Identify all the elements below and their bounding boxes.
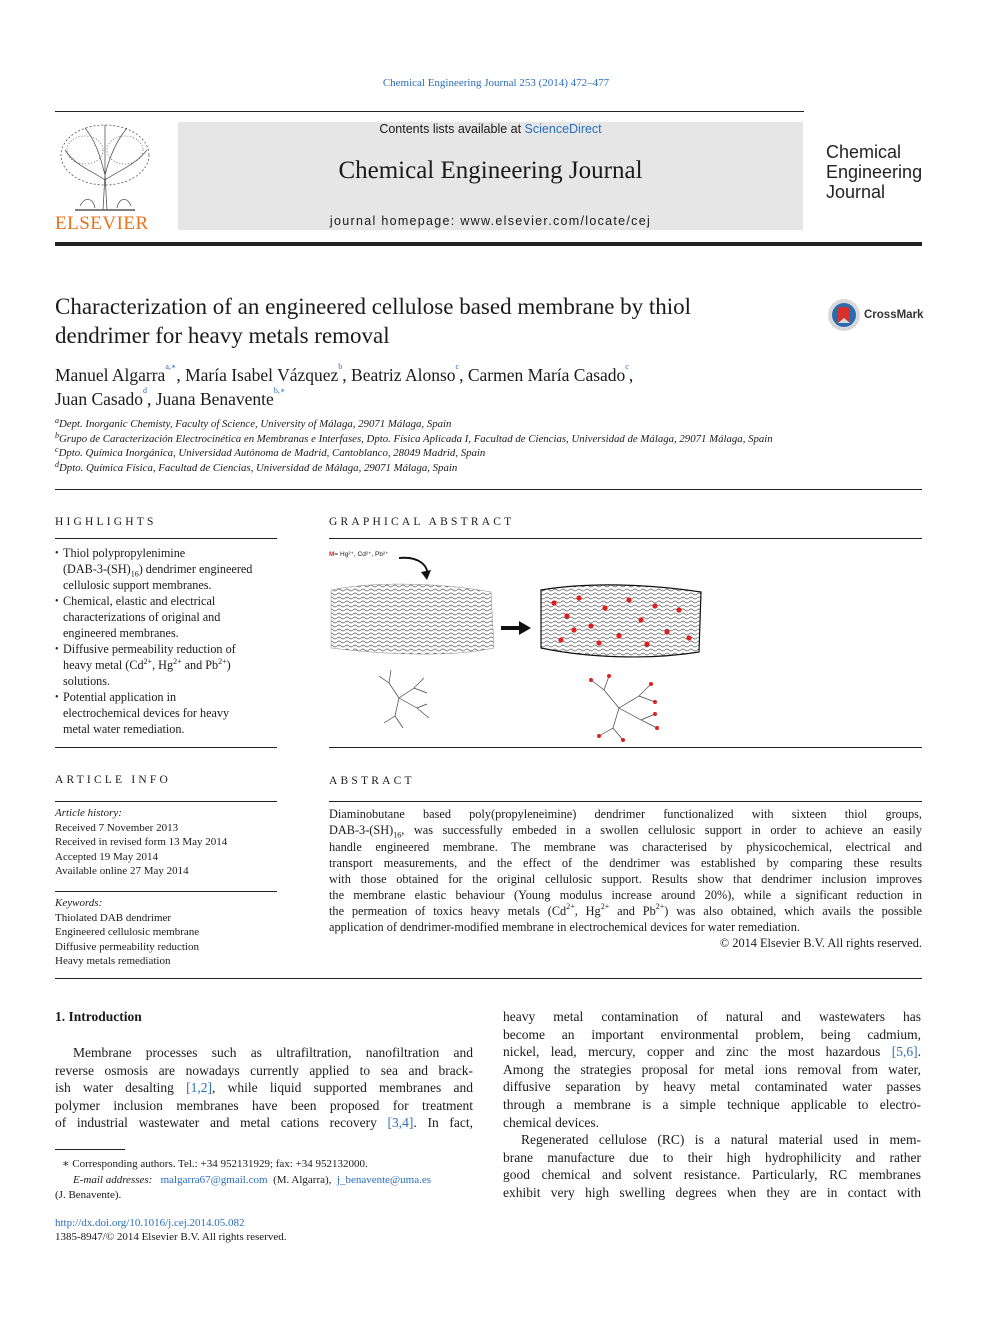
- author-sep: ,: [628, 365, 634, 385]
- affiliation-text: Dpto. Química Inorgánica, Universidad Autónoma de Madrid, Cantoblanco, 28049 Madrid, Spain: [58, 447, 486, 459]
- intro-text-run: of industrial wastewater and metal cations recovery: [55, 1115, 388, 1131]
- sciencedirect-link[interactable]: ScienceDirect: [524, 122, 602, 136]
- membrane-diagram: [329, 548, 729, 743]
- intro-left-column: [55, 1044, 473, 1132]
- ga-legend-ions: = Hg²⁺, Cd²⁺, Pb²⁺: [334, 551, 389, 558]
- keywords-label: Keywords:: [55, 897, 103, 909]
- author-sep: ,: [146, 389, 156, 409]
- ion-charge: 2+: [143, 656, 153, 666]
- intro-line: [503, 1043, 921, 1061]
- keyword-item: Thiolated DAB dendrimer: [55, 911, 172, 924]
- dendrimer-loaded: [591, 676, 657, 740]
- contents-prefix: Contents lists available at: [379, 122, 525, 136]
- intro-line: [55, 1079, 473, 1097]
- intro-text-run: , while liquid supported membranes and: [212, 1080, 473, 1096]
- header-bottom-rule: [55, 242, 922, 246]
- abstract-text-run: , was successfully embeded in a swollen cellulosic support in order to achieve an easily: [401, 823, 922, 837]
- keyword-item: Engineered cellulosic membrane: [55, 926, 200, 938]
- intro-line: chemical devices.: [503, 1114, 599, 1130]
- highlight-line: metal water remediation.: [63, 721, 185, 736]
- ion-charge: 2+: [173, 656, 182, 666]
- intro-text-run: . In fact,: [413, 1115, 473, 1131]
- highlight-item: [55, 690, 280, 738]
- intro-line: [55, 1114, 473, 1132]
- abstract-sub: 16: [393, 830, 402, 840]
- abstract-text-run: DAB-3-(SH): [329, 823, 394, 837]
- original-membrane: [331, 584, 494, 654]
- highlight-line: solutions.: [63, 673, 111, 688]
- history-item: Received in revised form 13 May 2014: [55, 836, 228, 848]
- ion-charge: 2+: [218, 656, 227, 666]
- highlight-item: [55, 546, 280, 594]
- citation-link[interactable]: [3,4]: [387, 1115, 414, 1131]
- author-sep: ,: [342, 365, 352, 385]
- affiliation-b: [55, 432, 935, 447]
- article-info-rule: [55, 801, 277, 802]
- intro-line: Regenerated cellulose (RC) is a natural material used in mem-: [521, 1132, 921, 1148]
- author-line-1: [55, 363, 895, 387]
- author-line-2: [55, 387, 895, 411]
- ion-arrow-head: [421, 570, 431, 580]
- abstract-text-run: and Pb: [609, 904, 656, 919]
- journal-homepage[interactable]: journal homepage: www.elsevier.com/locate/cej: [329, 214, 652, 228]
- highlight-item: [55, 642, 280, 690]
- journal-reference[interactable]: Chemical Engineering Journal 253 (2014) 472–477: [382, 77, 610, 89]
- graphical-abstract-rule: [329, 538, 922, 539]
- history-item: Available online 27 May 2014: [55, 865, 189, 877]
- history-label: Article history:: [55, 807, 122, 819]
- email-line: [55, 1173, 473, 1189]
- graphical-abstract-heading: GRAPHICAL ABSTRACT: [329, 516, 515, 528]
- author-name: Juan Casado: [55, 389, 143, 409]
- highlights-heading: HIGHLIGHTS: [55, 516, 157, 528]
- affiliation-a: [55, 417, 935, 432]
- affiliation-text: Grupo de Caracterización Electrocinética en Membranas e Interfases, Dpto. Física Aplicada I, Facultad de Ciencias, Universidad de Málaga, 29071 Málaga, Spain: [59, 432, 773, 445]
- intro-line: through a membrane is a simple technique applicable to electro-: [503, 1096, 921, 1112]
- intro-line: diffusive separation by heavy metal contaminated water passes: [503, 1079, 921, 1095]
- ion-charge: 2+: [600, 902, 610, 912]
- title-line-1: Characterization of an engineered cellulose based membrane by thiol: [55, 294, 692, 319]
- highlight-sub: 16: [130, 569, 139, 579]
- abstract-line: with those obtained for the original cellulosic support. Results show that dendrimer inclusion improves: [329, 872, 922, 887]
- cej-logo-line-2: Engineering: [826, 162, 923, 182]
- intro-heading: 1. Introduction: [55, 1009, 142, 1024]
- cej-logo-line-1: Chemical: [826, 142, 902, 162]
- dendrimer-plain: [379, 670, 429, 728]
- affiliation-sup: b: [55, 430, 59, 440]
- email-owner: (J. Benavente).: [55, 1189, 122, 1201]
- abstract-line: [329, 822, 922, 839]
- highlight-line: [63, 562, 280, 578]
- dendrimer-ions: [589, 674, 659, 742]
- intro-line: reverse osmosis are nowadays currently applied to sea and brack-: [55, 1062, 473, 1078]
- highlight-line: • Chemical, elastic and electrical: [63, 594, 216, 609]
- author-sup[interactable]: b,∗: [273, 386, 286, 395]
- affiliation-rule: [55, 489, 922, 490]
- intro-line: become an important environmental problem, being cadmium,: [503, 1026, 921, 1042]
- author-name: Carmen María Casado: [467, 365, 626, 385]
- abstract-end-rule: [55, 978, 922, 979]
- author-name: Juana Benavente: [155, 389, 274, 409]
- keywords: [55, 896, 277, 969]
- title-line-2: dendrimer for heavy metals removal: [55, 323, 390, 348]
- intro-right-column: [503, 1008, 921, 1202]
- affiliation-c: [55, 446, 935, 461]
- author-sep: ,: [176, 365, 186, 385]
- abstract-text-run: ) was also obtained, which avails the possible: [664, 904, 922, 919]
- corresponding-note: ∗ Corresponding authors. Tel.: +34 952131929; fax: +34 952132000.: [62, 1158, 368, 1170]
- author-sup[interactable]: d: [142, 386, 147, 395]
- footnote-rule: [55, 1149, 125, 1150]
- cej-logo: [826, 142, 922, 202]
- abstract-line: transport measurements, and the effect of the dendrimer was established by comparing these results: [329, 856, 922, 871]
- highlight-line: engineered membranes.: [63, 626, 179, 641]
- email-label: E-mail addresses:: [73, 1173, 153, 1186]
- elsevier-wordmark: ELSEVIER: [55, 213, 149, 234]
- footnote: [55, 1157, 473, 1204]
- elsevier-logo[interactable]: [55, 120, 155, 235]
- abstract-copyright: © 2014 Elsevier B.V. All rights reserved.: [719, 936, 922, 951]
- graphical-abstract-end-rule: [329, 747, 922, 748]
- author-sup[interactable]: a,∗: [165, 362, 177, 371]
- highlights-list: [55, 546, 280, 737]
- intro-text-run: ish water desalting: [55, 1080, 187, 1096]
- engineered-membrane: [541, 585, 701, 657]
- cej-logo-line-3: Journal: [826, 182, 886, 202]
- author-sup[interactable]: c: [625, 362, 629, 371]
- affiliation-text: Dept. Inorganic Chemisty, Faculty of Science, University of Málaga, 29071 Málaga, Spain: [59, 418, 452, 430]
- intro-line: brane manufacture due to their high hydrophilicity and rather: [503, 1149, 921, 1165]
- intro-line: Membrane processes such as ultrafiltration, nanofiltration and: [73, 1045, 473, 1060]
- elsevier-tree-icon: [55, 120, 155, 215]
- affiliations: [55, 417, 935, 475]
- transform-arrow-head: [519, 621, 531, 635]
- abstract-line: Diaminobutane based poly(propyleneimine) dendrimer functionalized with sixteen thiol groups,: [329, 807, 922, 821]
- highlight-text: , Hg: [152, 657, 174, 672]
- abstract-line: application of dendrimer-modified membrane in electrochemical devices for water remediation.: [329, 920, 800, 935]
- abstract-text-run: the permeation of toxics heavy metals (Cd: [329, 904, 567, 919]
- author-sup[interactable]: c: [455, 362, 460, 371]
- article-title: [55, 292, 815, 350]
- ion-charge: 2+: [566, 902, 575, 912]
- abstract-line: the membrane elastic behaviour (Young modulus increase around 20%), while a significant reduction in: [329, 888, 922, 903]
- intro-line: Among the strategies proposal for metal ions removal from water,: [503, 1061, 921, 1077]
- abstract-text: [329, 806, 922, 951]
- highlight-text: and Pb: [181, 657, 219, 672]
- doi-link[interactable]: http://dx.doi.org/10.1016/j.cej.2014.05.082: [55, 1217, 245, 1229]
- intro-text-run: nickel, lead, mercury, copper and zinc the most hazardous: [503, 1044, 892, 1060]
- affiliation-sup: d: [55, 459, 59, 469]
- intro-text-run: .: [917, 1044, 921, 1060]
- author-name: Manuel Algarra: [55, 365, 166, 385]
- history-item: Accepted 19 May 2014: [55, 850, 158, 863]
- intro-line: exhibit very high swelling degrees when they are in contact with: [503, 1184, 921, 1200]
- journal-title: Chemical Engineering Journal: [338, 157, 643, 184]
- keywords-rule: [55, 891, 277, 892]
- intro-line: polymer inclusion membranes have been proposed for treatment: [55, 1097, 473, 1113]
- highlights-rule: [55, 538, 277, 539]
- highlight-line: • Potential application in: [63, 689, 177, 704]
- abstract-text-run: , Hg: [574, 904, 601, 919]
- citation-link[interactable]: [1,2]: [186, 1080, 213, 1096]
- author-sup[interactable]: b: [338, 362, 343, 371]
- keyword-item: Diffusive permeability reduction: [55, 940, 199, 953]
- ion-charge: 2+: [655, 902, 665, 912]
- history-item: Received 7 November 2013: [55, 821, 179, 834]
- abstract-line: handle engineered membrane. The membrane was characterised by physicochemical, electrical and: [329, 840, 922, 855]
- highlight-text: heavy metal (Cd: [63, 657, 144, 672]
- highlight-item: [55, 594, 280, 642]
- issn-line: 1385-8947/© 2014 Elsevier B.V. All rights reserved.: [55, 1231, 287, 1243]
- affiliation-sup: a: [55, 416, 59, 425]
- highlight-text: (DAB-3-(SH): [63, 561, 131, 576]
- article-info-heading: ARTICLE INFO: [55, 774, 171, 786]
- highlight-line: • Thiol polypropylenimine: [63, 546, 186, 560]
- abstract-heading: ABSTRACT: [329, 775, 415, 787]
- abstract-rule: [329, 801, 922, 802]
- author-list: [55, 363, 895, 411]
- journal-banner: [178, 122, 803, 230]
- contents-line: [178, 122, 803, 136]
- author-name: Beatriz Alonso: [351, 365, 456, 385]
- affiliation-sup: c: [55, 445, 59, 454]
- intro-line: heavy metal contamination of natural and wastewaters has: [503, 1009, 921, 1024]
- email-link[interactable]: j_benavente@uma.es: [336, 1173, 432, 1186]
- header-top-rule: [55, 111, 804, 112]
- highlights-end-rule: [55, 747, 277, 748]
- affiliation-d: [55, 461, 935, 476]
- affiliation-text: Dpto. Química Física, Facultad de Ciencias, Universidad de Málaga, 29071 Málaga, Spain: [59, 461, 458, 474]
- author-name: María Isabel Vázquez: [185, 365, 339, 385]
- abstract-line: [329, 903, 922, 919]
- ga-legend-metal: M: [329, 551, 335, 558]
- email-owner: (M. Algarra),: [273, 1173, 332, 1186]
- highlight-line: electrochemical devices for heavy: [63, 705, 230, 720]
- email-link[interactable]: malgarra67@gmail.com: [160, 1173, 268, 1186]
- author-sep: ,: [459, 365, 468, 385]
- article-history: [55, 806, 277, 879]
- keyword-item: Heavy metals remediation: [55, 955, 171, 967]
- graphical-abstract-figure: [329, 548, 729, 743]
- intro-line: good chemical and solvent resistance. Particularly, RC membranes: [503, 1167, 921, 1183]
- crossmark-icon: [827, 298, 861, 332]
- highlight-line: • Diffusive permeability reduction of: [63, 641, 236, 656]
- highlight-line: cellulosic support membranes.: [63, 578, 212, 593]
- highlight-line: characterizations of original and: [63, 610, 221, 625]
- doi-block: [55, 1216, 287, 1244]
- highlight-line: [63, 658, 280, 674]
- highlight-text: ) dendrimer engineered: [138, 561, 253, 576]
- crossmark-label: CrossMark: [864, 309, 924, 321]
- highlight-text: ): [226, 657, 231, 672]
- citation-link[interactable]: [5,6]: [891, 1044, 918, 1060]
